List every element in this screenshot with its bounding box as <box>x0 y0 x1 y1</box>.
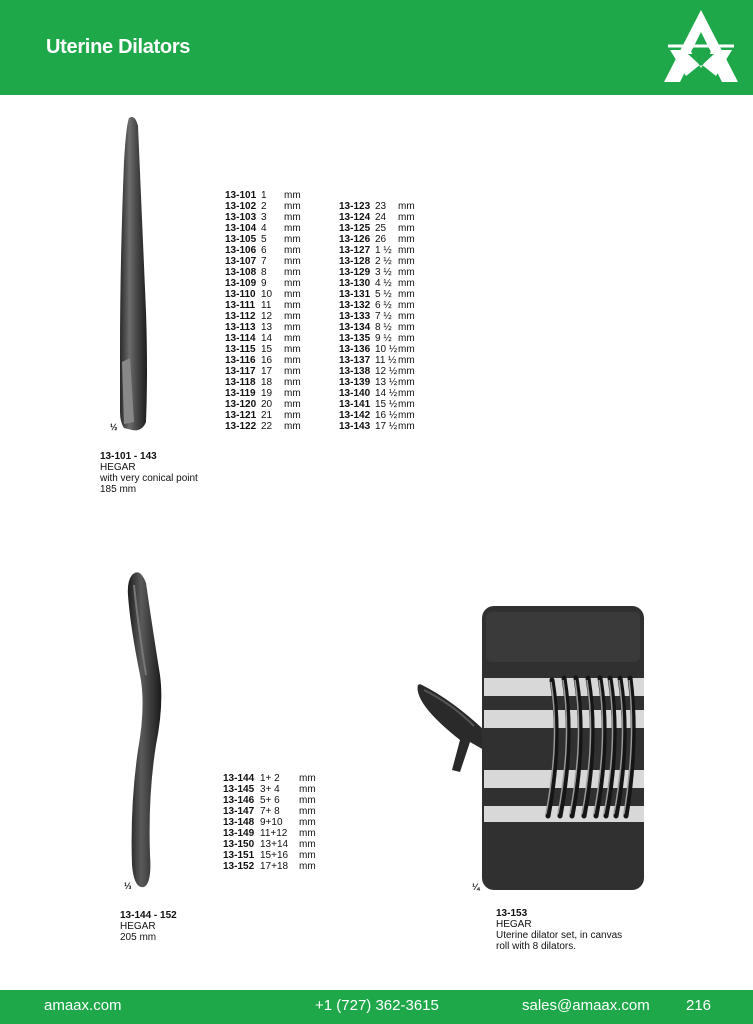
product-code: 13-138 <box>339 366 371 377</box>
size-unit: mm <box>398 212 415 223</box>
product-code: 13-153 <box>496 908 528 919</box>
product-code: 13-111 <box>225 300 256 311</box>
table-row <box>225 201 301 212</box>
size-value: 22 <box>261 421 273 432</box>
size-value: 13 <box>261 322 273 333</box>
table-row <box>339 223 415 234</box>
product-code: 13-146 <box>223 795 255 806</box>
size-unit: mm <box>299 806 316 817</box>
size-value: 3+ 4 <box>260 784 280 795</box>
table-row <box>339 267 415 278</box>
table-row <box>225 212 301 223</box>
size-value: 14 ½ <box>375 388 398 399</box>
product-code: 13-145 <box>223 784 255 795</box>
size-value: 14 <box>261 333 273 344</box>
size-value: 10 <box>261 289 273 300</box>
size-unit: mm <box>299 850 316 861</box>
size-value: 3 <box>261 212 267 223</box>
product-code: 13-126 <box>339 234 371 245</box>
scale-label: ¼ <box>472 882 480 892</box>
size-unit: mm <box>284 388 301 399</box>
product-code: 13-131 <box>339 289 371 300</box>
table-row <box>339 399 415 410</box>
size-unit: mm <box>398 366 415 377</box>
size-value: 11 ½ <box>375 355 397 366</box>
size-unit: mm <box>284 333 301 344</box>
table-row <box>223 839 316 850</box>
size-unit: mm <box>284 212 301 223</box>
product-code: 13-143 <box>339 421 371 432</box>
size-unit: mm <box>284 421 301 432</box>
product-code: 13-105 <box>225 234 257 245</box>
size-value: 4 ½ <box>375 278 392 289</box>
size-value: 15+16 <box>260 850 289 861</box>
size-unit: mm <box>299 828 316 839</box>
product-code: 13-132 <box>339 300 371 311</box>
table-row <box>223 861 316 872</box>
table-row <box>339 256 415 267</box>
size-value: 7 ½ <box>375 311 392 322</box>
product-code: 13-119 <box>225 388 256 399</box>
product-code: 13-136 <box>339 344 371 355</box>
product-code: 13-103 <box>225 212 257 223</box>
size-unit: mm <box>398 245 415 256</box>
scale-label: ½ <box>110 422 118 432</box>
table-row <box>225 223 301 234</box>
table-row <box>223 784 316 795</box>
size-value: 5+ 6 <box>260 795 280 806</box>
table-row <box>339 355 415 366</box>
table-row <box>339 278 415 289</box>
size-unit: mm <box>398 267 415 278</box>
hegar-straight-dilator-image <box>110 112 160 437</box>
product-code: 13-101 - 143 <box>100 451 157 462</box>
product-desc-line2: roll with 8 dilators. <box>496 941 577 952</box>
product-length: 185 mm <box>100 484 137 495</box>
product-code: 13-114 <box>225 333 256 344</box>
size-unit: mm <box>299 773 316 784</box>
size-unit: mm <box>299 795 316 806</box>
size-unit: mm <box>284 278 301 289</box>
product-code: 13-137 <box>339 355 371 366</box>
product-code: 13-133 <box>339 311 371 322</box>
table-row <box>225 399 301 410</box>
product-code: 13-140 <box>339 388 371 399</box>
size-value: 19 <box>261 388 273 399</box>
product-code: 13-102 <box>225 201 257 212</box>
size-value: 12 ½ <box>375 366 398 377</box>
table-row <box>339 388 415 399</box>
product-code: 13-152 <box>223 861 255 872</box>
size-value: 15 <box>261 344 273 355</box>
size-value: 26 <box>375 234 387 245</box>
product-code: 13-150 <box>223 839 255 850</box>
table-row <box>225 256 301 267</box>
table-row <box>223 773 316 784</box>
size-value: 16 ½ <box>375 410 398 421</box>
size-value: 25 <box>375 223 387 234</box>
product-code: 13-101 <box>225 190 257 201</box>
size-value: 20 <box>261 399 273 410</box>
size-value: 18 <box>261 377 273 388</box>
table-row <box>339 410 415 421</box>
size-unit: mm <box>398 377 415 388</box>
table-row <box>225 311 301 322</box>
size-unit: mm <box>284 234 301 245</box>
table-row <box>339 322 415 333</box>
product-code: 13-107 <box>225 256 257 267</box>
size-unit: mm <box>398 388 415 399</box>
table-row <box>223 795 316 806</box>
size-value: 13 ½ <box>375 377 398 388</box>
size-unit: mm <box>398 421 415 432</box>
product-code: 13-120 <box>225 399 257 410</box>
size-value: 11+12 <box>260 828 288 839</box>
table-row <box>339 421 415 432</box>
size-table <box>223 773 316 872</box>
table-row <box>223 817 316 828</box>
table-row <box>225 421 301 432</box>
size-unit: mm <box>284 223 301 234</box>
product-name: HEGAR <box>100 462 136 473</box>
size-value: 5 ½ <box>375 289 392 300</box>
product-name: HEGAR <box>120 921 156 932</box>
size-unit: mm <box>284 410 301 421</box>
size-value: 8 ½ <box>375 322 392 333</box>
product-code: 13-122 <box>225 421 257 432</box>
size-value: 17 ½ <box>375 421 398 432</box>
table-row <box>339 212 415 223</box>
size-unit: mm <box>284 256 301 267</box>
size-unit: mm <box>299 839 316 850</box>
size-unit: mm <box>284 190 301 201</box>
footer-website-link[interactable]: amaax.com <box>44 997 122 1014</box>
product-code: 13-128 <box>339 256 371 267</box>
table-row <box>339 344 415 355</box>
size-unit: mm <box>284 267 301 278</box>
product-code: 13-141 <box>339 399 371 410</box>
product-caption <box>120 910 177 943</box>
product-code: 13-106 <box>225 245 257 256</box>
size-unit: mm <box>284 344 301 355</box>
product-code: 13-130 <box>339 278 371 289</box>
table-row <box>225 245 301 256</box>
product-length: 205 mm <box>120 932 157 943</box>
size-table-left <box>225 190 301 432</box>
product-code: 13-148 <box>223 817 255 828</box>
table-row <box>225 355 301 366</box>
table-row <box>339 289 415 300</box>
size-value: 9+10 <box>260 817 283 828</box>
scale-label: ⅓ <box>124 881 132 891</box>
size-value: 7+ 8 <box>260 806 280 817</box>
table-row <box>225 366 301 377</box>
product-code: 13-124 <box>339 212 371 223</box>
size-unit: mm <box>398 256 415 267</box>
table-row <box>339 201 415 212</box>
product-code: 13-144 <box>223 773 255 784</box>
product-code: 13-113 <box>225 322 256 333</box>
size-unit: mm <box>284 300 301 311</box>
table-row <box>223 806 316 817</box>
size-value: 15 ½ <box>375 399 398 410</box>
product-code: 13-118 <box>225 377 256 388</box>
size-value: 17+18 <box>260 861 289 872</box>
table-row <box>225 190 301 201</box>
size-value: 16 <box>261 355 273 366</box>
product-code: 13-116 <box>225 355 256 366</box>
product-desc-line1: Uterine dilator set, in canvas <box>496 930 623 941</box>
size-unit: mm <box>299 784 316 795</box>
size-unit: mm <box>284 245 301 256</box>
size-value: 1 <box>261 190 267 201</box>
size-unit: mm <box>398 322 415 333</box>
size-value: 23 <box>375 201 387 212</box>
hegar-double-dilator-image <box>110 565 170 895</box>
footer-bar <box>0 990 753 1024</box>
page-number: 216 <box>686 997 712 1014</box>
size-unit: mm <box>398 311 415 322</box>
size-table-right <box>339 201 415 432</box>
size-value: 8 <box>261 267 267 278</box>
size-value: 6 <box>261 245 267 256</box>
table-row <box>339 311 415 322</box>
product-code: 13-110 <box>225 289 256 300</box>
page-title: Uterine Dilators <box>46 36 191 58</box>
size-value: 9 ½ <box>375 333 392 344</box>
product-code: 13-125 <box>339 223 371 234</box>
size-unit: mm <box>398 410 415 421</box>
size-value: 5 <box>261 234 267 245</box>
product-name: HEGAR <box>496 919 532 930</box>
table-row <box>223 850 316 861</box>
size-value: 6 ½ <box>375 300 392 311</box>
size-value: 9 <box>261 278 267 289</box>
table-row <box>225 377 301 388</box>
product-code: 13-123 <box>339 201 371 212</box>
header-bar <box>0 0 753 95</box>
table-row <box>225 267 301 278</box>
size-value: 1+ 2 <box>260 773 280 784</box>
size-value: 7 <box>261 256 267 267</box>
product-code: 13-149 <box>223 828 255 839</box>
table-row <box>225 278 301 289</box>
size-unit: mm <box>398 278 415 289</box>
table-row <box>225 333 301 344</box>
table-row <box>225 322 301 333</box>
footer-phone[interactable]: +1 (727) 362-3615 <box>315 997 439 1014</box>
size-value: 17 <box>261 366 273 377</box>
size-value: 24 <box>375 212 387 223</box>
size-unit: mm <box>284 311 301 322</box>
amaax-logo <box>660 6 742 88</box>
size-value: 12 <box>261 311 273 322</box>
product-code: 13-151 <box>223 850 255 861</box>
size-unit: mm <box>284 399 301 410</box>
size-value: 2 ½ <box>375 256 392 267</box>
size-unit: mm <box>284 355 301 366</box>
size-value: 13+14 <box>260 839 289 850</box>
size-unit: mm <box>284 289 301 300</box>
size-unit: mm <box>398 333 415 344</box>
size-unit: mm <box>398 223 415 234</box>
size-value: 1 ½ <box>375 245 392 256</box>
size-value: 2 <box>261 201 267 212</box>
table-row <box>339 300 415 311</box>
product-code: 13-112 <box>225 311 256 322</box>
product-code: 13-134 <box>339 322 371 333</box>
table-row <box>339 245 415 256</box>
size-unit: mm <box>398 201 415 212</box>
size-unit: mm <box>284 377 301 388</box>
footer-email-link[interactable]: sales@amaax.com <box>522 997 650 1014</box>
product-code: 13-135 <box>339 333 371 344</box>
product-code: 13-108 <box>225 267 257 278</box>
table-row <box>225 289 301 300</box>
table-row <box>225 234 301 245</box>
dilator-set-canvas-roll-image <box>412 600 652 895</box>
table-row <box>339 234 415 245</box>
product-code: 13-117 <box>225 366 256 377</box>
size-unit: mm <box>398 300 415 311</box>
product-code: 13-139 <box>339 377 371 388</box>
size-unit: mm <box>398 289 415 300</box>
size-unit: mm <box>398 355 415 366</box>
product-caption <box>496 908 622 952</box>
size-unit: mm <box>398 344 415 355</box>
product-code: 13-109 <box>225 278 257 289</box>
product-code: 13-115 <box>225 344 256 355</box>
size-unit: mm <box>398 399 415 410</box>
product-code: 13-144 - 152 <box>120 910 177 921</box>
table-row <box>225 410 301 421</box>
size-unit: mm <box>299 817 316 828</box>
size-value: 21 <box>261 410 273 421</box>
product-desc: with very conical point <box>100 473 198 484</box>
size-unit: mm <box>284 201 301 212</box>
size-value: 3 ½ <box>375 267 392 278</box>
product-code: 13-104 <box>225 223 257 234</box>
table-row <box>339 366 415 377</box>
table-row <box>223 828 316 839</box>
product-caption <box>100 451 198 495</box>
product-code: 13-142 <box>339 410 371 421</box>
table-row <box>225 388 301 399</box>
size-value: 11 <box>261 300 272 311</box>
size-unit: mm <box>284 322 301 333</box>
table-row <box>339 333 415 344</box>
size-unit: mm <box>299 861 316 872</box>
product-code: 13-121 <box>225 410 257 421</box>
size-unit: mm <box>398 234 415 245</box>
product-code: 13-147 <box>223 806 255 817</box>
product-code: 13-129 <box>339 267 371 278</box>
table-row <box>225 300 301 311</box>
size-value: 10 ½ <box>375 344 398 355</box>
product-code: 13-127 <box>339 245 371 256</box>
table-row <box>225 344 301 355</box>
table-row <box>339 377 415 388</box>
size-value: 4 <box>261 223 267 234</box>
size-unit: mm <box>284 366 301 377</box>
